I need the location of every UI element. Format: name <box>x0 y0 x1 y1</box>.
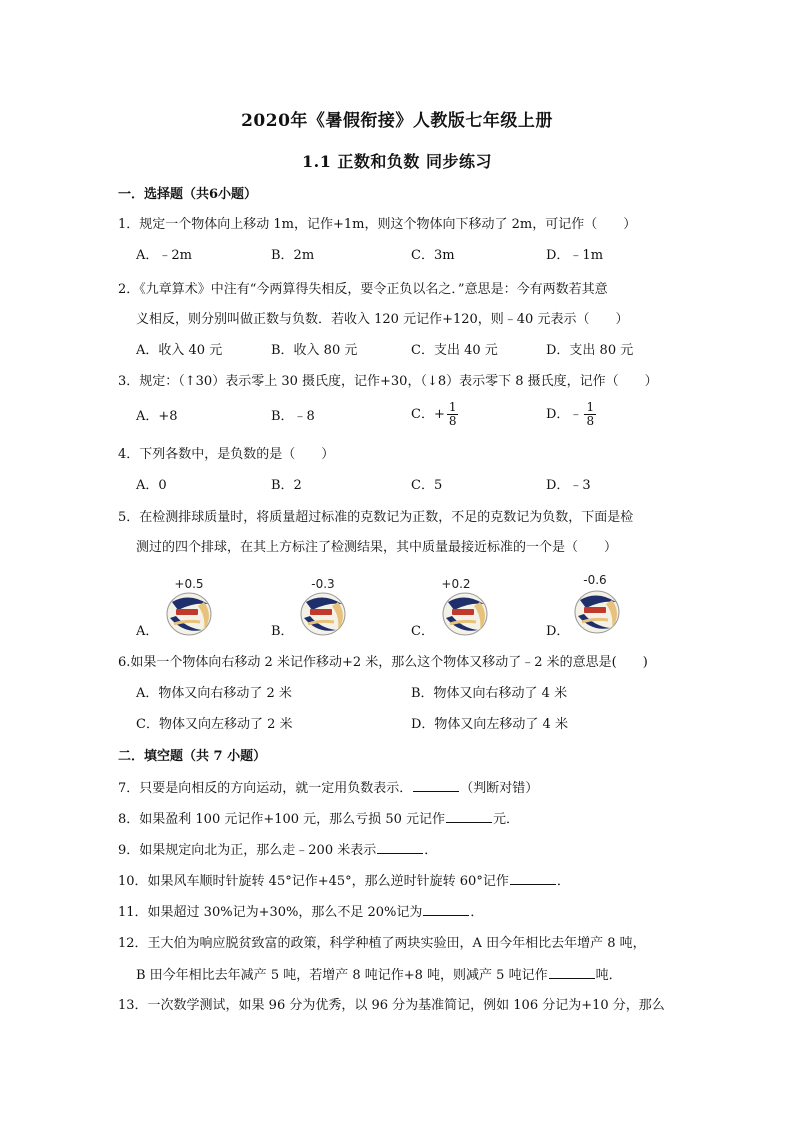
question-10-text: 10．如果风车顺时针旋转 45°记作+45°，那么逆时针旋转 60°记作 <box>118 874 509 889</box>
question-10 <box>118 872 570 891</box>
section-heading-choice: 一．选择题（共6小题） <box>118 187 258 202</box>
question-12-line1: 12．王大伯为响应脱贫致富的政策，科学种植了两块实验田，A 田今年相比去年增产 8 吨， <box>118 936 646 951</box>
q3-option-c <box>411 401 458 428</box>
question-3-stem: 3．规定：（↑30）表示零上 30 摄氏度，记作+30，（↓8）表示零下 8 摄氏度，记作（ ） <box>118 374 658 389</box>
question-7-text: 7．只要是向相反的方向运动，就一定用负数表示． <box>118 781 413 796</box>
question-11-suffix: ． <box>470 905 484 920</box>
fraction-numerator: 1 <box>448 400 457 414</box>
q4-option-c: C．5 <box>411 478 443 493</box>
question-2-stem-line1: 2．《九章算术》中注有“今两算得失相反，要令正负以名之．”意思是：今有两数若其意 <box>118 282 608 297</box>
q2-option-b: B．收入 80 元 <box>271 343 358 358</box>
q2-option-c: C．支出 40 元 <box>411 343 498 358</box>
question-5-stem-line2: 测过的四个排球，在其上方标注了检测结果，其中质量最接近标准的一个是（ ） <box>136 540 618 555</box>
answer-blank[interactable] <box>423 903 469 916</box>
document-subtitle: 1.1 正数和负数 同步练习 <box>302 152 492 171</box>
q6-option-b: B．物体又向右移动了 4 米 <box>411 686 568 701</box>
question-12-text: B 田今年相比去年减产 5 吨，若增产 8 吨记作+8 吨，则减产 5 吨记作 <box>136 968 548 983</box>
volleyball-a-image <box>164 590 212 636</box>
q1-option-c: C．3m <box>411 248 455 263</box>
question-11-text: 11．如果超过 30%记为+30%，那么不足 20%记为 <box>118 905 423 920</box>
question-13-line1: 13．一次数学测试，如果 96 分为优秀，以 96 分为基准简记，例如 106 分记为+10 分，那么 <box>118 998 665 1013</box>
q4-option-a: A．0 <box>136 478 167 493</box>
q6-option-c: C．物体又向左移动了 2 米 <box>136 717 293 732</box>
ball-brand-logo <box>452 609 474 615</box>
document-title: 2020年《暑假衔接》人教版七年级上册 <box>241 111 553 131</box>
q4-option-d: D．﹣3 <box>546 478 591 493</box>
question-9-text: 9．如果规定向北为正，那么走﹣200 米表示 <box>118 843 377 858</box>
question-10-suffix: ． <box>556 874 570 889</box>
fraction-denominator: 8 <box>448 414 457 428</box>
question-6-stem: 6.如果一个物体向右移动 2 米记作移动+2 米，那么这个物体又移动了﹣2 米的意思是( ) <box>118 655 648 670</box>
volleyball-b-label: -0.3 <box>311 577 335 591</box>
q1-option-a: A．﹣2m <box>136 248 192 263</box>
q3-option-d-fraction <box>584 401 596 428</box>
q3-option-b: B．﹣8 <box>271 409 315 424</box>
fraction-numerator: 1 <box>586 400 595 414</box>
volleyball-c-label: +0.2 <box>441 577 471 591</box>
fraction-denominator: 8 <box>586 414 595 428</box>
q3-option-c-prefix: C．+ <box>411 407 445 422</box>
answer-blank[interactable] <box>413 779 459 792</box>
volleyball-d-image <box>572 588 620 634</box>
q1-option-b: B．2m <box>271 248 315 263</box>
ball-brand-logo <box>176 609 198 615</box>
q2-option-d: D．支出 80 元 <box>546 343 634 358</box>
answer-blank[interactable] <box>549 966 595 979</box>
question-12-suffix: 吨． <box>595 968 622 983</box>
question-9 <box>118 841 437 860</box>
q4-option-b: B．2 <box>271 478 302 493</box>
q3-option-d <box>546 401 596 428</box>
q6-option-d: D．物体又向左移动了 4 米 <box>411 717 568 732</box>
q5-option-d: D． <box>546 624 570 639</box>
question-5-stem-line1: 5．在检测排球质量时，将质量超过标准的克数记为正数，不足的克数记为负数，下面是检 <box>118 510 634 525</box>
q6-option-a: A．物体又向右移动了 2 米 <box>136 686 292 701</box>
ball-brand-logo <box>584 607 606 613</box>
q3-option-a: A．+8 <box>136 409 178 424</box>
q5-option-b: B． <box>271 624 294 639</box>
volleyball-b-image <box>298 590 346 636</box>
volleyball-a-label: +0.5 <box>174 577 204 591</box>
volleyball-d-label: -0.6 <box>583 573 607 587</box>
answer-blank[interactable] <box>446 810 492 823</box>
answer-blank[interactable] <box>377 841 423 854</box>
section-heading-fill-blank: 二．填空题（共 7 小题） <box>118 749 267 764</box>
question-8-text: 8．如果盈利 100 元记作+100 元，那么亏损 50 元记作 <box>118 812 445 827</box>
question-2-stem-line2: 义相反，则分别叫做正数与负数．若收入 120 元记作+120，则﹣40 元表示（ ） <box>136 312 629 327</box>
q2-option-a: A．收入 40 元 <box>136 343 223 358</box>
q1-option-d: D．﹣1m <box>546 248 604 263</box>
question-7-suffix: （判断对错） <box>460 781 539 796</box>
question-12-line2 <box>136 966 622 985</box>
volleyball-c-image <box>440 590 488 636</box>
question-7 <box>118 779 538 798</box>
q5-option-a: A． <box>136 624 159 639</box>
question-9-suffix: ． <box>424 843 438 858</box>
question-8-suffix: 元． <box>493 812 520 827</box>
ball-brand-logo <box>310 609 332 615</box>
question-1-stem: 1．规定一个物体向上移动 1m，记作+1m，则这个物体向下移动了 2m，可记作（ ） <box>118 217 637 232</box>
q3-option-d-prefix: D．﹣ <box>546 407 583 422</box>
question-11 <box>118 903 483 922</box>
answer-blank[interactable] <box>510 872 556 885</box>
q5-option-c: C． <box>411 624 434 639</box>
question-4-stem: 4．下列各数中，是负数的是（ ） <box>118 447 335 462</box>
question-8 <box>118 810 519 829</box>
q3-option-c-fraction <box>447 401 459 428</box>
